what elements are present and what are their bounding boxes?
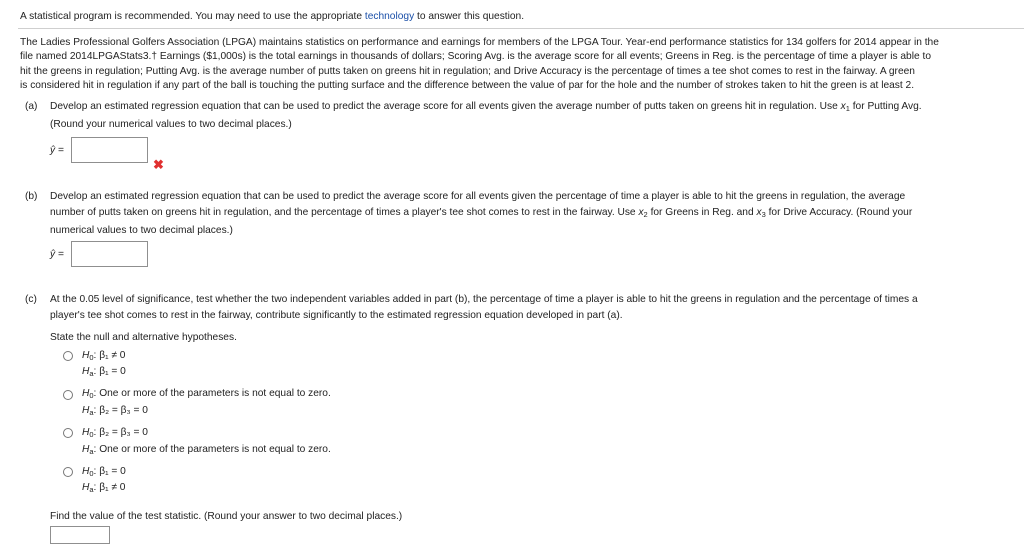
part-c-line1: At the 0.05 level of significance, test whether the two independent variables added in part (b), the percentage of time a player is able to hit the greens in regulation and the percentage of times a <box>50 294 918 305</box>
part-a-line1: Develop an estimated regression equation that can be used to predict the average score for all events given the average number of putts taken on greens hit in regulation. Use <box>50 101 838 112</box>
test-statistic-prompt: Find the value of the test statistic. (Round your answer to two decimal places.) <box>50 511 403 522</box>
hypothesis-option-1-radio[interactable] <box>63 351 73 361</box>
part-b-line3: numerical values to two decimal places.) <box>50 224 233 236</box>
intro-line: hit the greens in regulation; Putting Avg. is the average number of putts taken on greens hit in regulation; and Drive Accuracy is the percentage of times a tee shot comes to rest in the fairway. A green <box>20 65 915 77</box>
intro-line: is considered hit in regulation if any part of the ball is touching the putting surface and the difference between the value of par for the hole and the number of strokes taken to hit the green is at least 2. <box>20 80 915 92</box>
option-3-h0: $H_0$: β₂ = β₃ = 0 <box>82 427 148 439</box>
part-b-line2b: for Greens in Reg. and <box>650 206 754 218</box>
hypothesis-option-2-radio[interactable] <box>63 390 73 400</box>
part-a-answer-input[interactable] <box>71 137 148 163</box>
hypothesis-prompt: State the null and alternative hypotheses. <box>50 332 237 343</box>
var-x3: x <box>756 206 762 218</box>
hypothesis-option-3-radio[interactable] <box>63 428 73 438</box>
option-3-ha: $H_a$: One or more of the parameters is not equal to zero. <box>82 444 331 456</box>
part-b-line2a: number of putts taken on greens hit in regulation, and the percentage of times a player's tee shot comes to rest in the fairway. Use <box>50 206 636 218</box>
part-b-line2c: for Drive Accuracy. (Round your <box>768 206 913 218</box>
part-b-answer-input[interactable] <box>71 241 148 267</box>
part-c-line2: player's tee shot comes to rest in the fairway, contribute significantly to the estimated regression equation developed in part (a). <box>50 309 623 321</box>
option-1-h0: $H_0$: β₁ ≠ 0 <box>82 350 126 362</box>
part-b-question <box>50 189 912 238</box>
intro-line: The Ladies Professional Golfers Association (LPGA) maintains statistics on performance and earnings for members of the LPGA Tour. Year-end performance statistics for 134 golfers for 2014 appear in the <box>20 37 939 48</box>
part-b-line1: Develop an estimated regression equation that can be used to predict the average score for all events given the percentage of time a player is able to hit the greens in regulation, the average <box>50 191 906 202</box>
part-a-label: (a) <box>25 101 38 112</box>
var-sub3: 3 <box>761 209 766 219</box>
part-a-question <box>50 99 922 133</box>
test-statistic-input[interactable] <box>50 526 110 544</box>
part-a-line2: (Round your numerical values to two decimal places.) <box>50 118 292 130</box>
recommendation-suffix: to answer this question. <box>417 11 525 22</box>
var-x2: x <box>638 206 644 218</box>
hypothesis-option-4-radio[interactable] <box>63 467 73 477</box>
option-4-ha: $H_a$: β₁ ≠ 0 <box>82 482 126 494</box>
part-c-question <box>50 292 918 324</box>
part-b-label: (b) <box>25 191 38 202</box>
var-x: x <box>840 101 846 112</box>
part-a-yhat-label: ŷ = <box>50 145 64 156</box>
var-sub: 1 <box>845 104 850 113</box>
part-b-yhat-label: ŷ = <box>50 249 64 260</box>
option-4-h0: $H_0$: β₁ = 0 <box>82 466 126 478</box>
intro-line: file named 2014LPGAStats3.† Earnings ($1,000s) is the total earnings in thousands of dollars; Scoring Avg. is the average score for all events; Greens in Reg. is the percentage of time a player is able to <box>20 51 931 63</box>
recommendation-line <box>20 11 524 22</box>
intro-paragraph <box>20 36 1024 94</box>
option-2-h0: $H_0$: One or more of the parameters is not equal to zero. <box>82 388 331 400</box>
option-2-ha: $H_a$: β₂ = β₃ = 0 <box>82 405 148 417</box>
option-1-ha: $H_a$: β₁ = 0 <box>82 366 126 378</box>
part-c-label: (c) <box>25 294 37 305</box>
incorrect-icon: ✖ <box>153 157 164 172</box>
var-sub2: 2 <box>643 209 648 219</box>
header-divider <box>18 28 1024 29</box>
technology-link[interactable]: technology <box>364 11 415 22</box>
part-a-line1-end: for Putting Avg. <box>852 101 922 112</box>
recommendation-text: A statistical program is recommended. You may need to use the appropriate <box>20 11 363 22</box>
